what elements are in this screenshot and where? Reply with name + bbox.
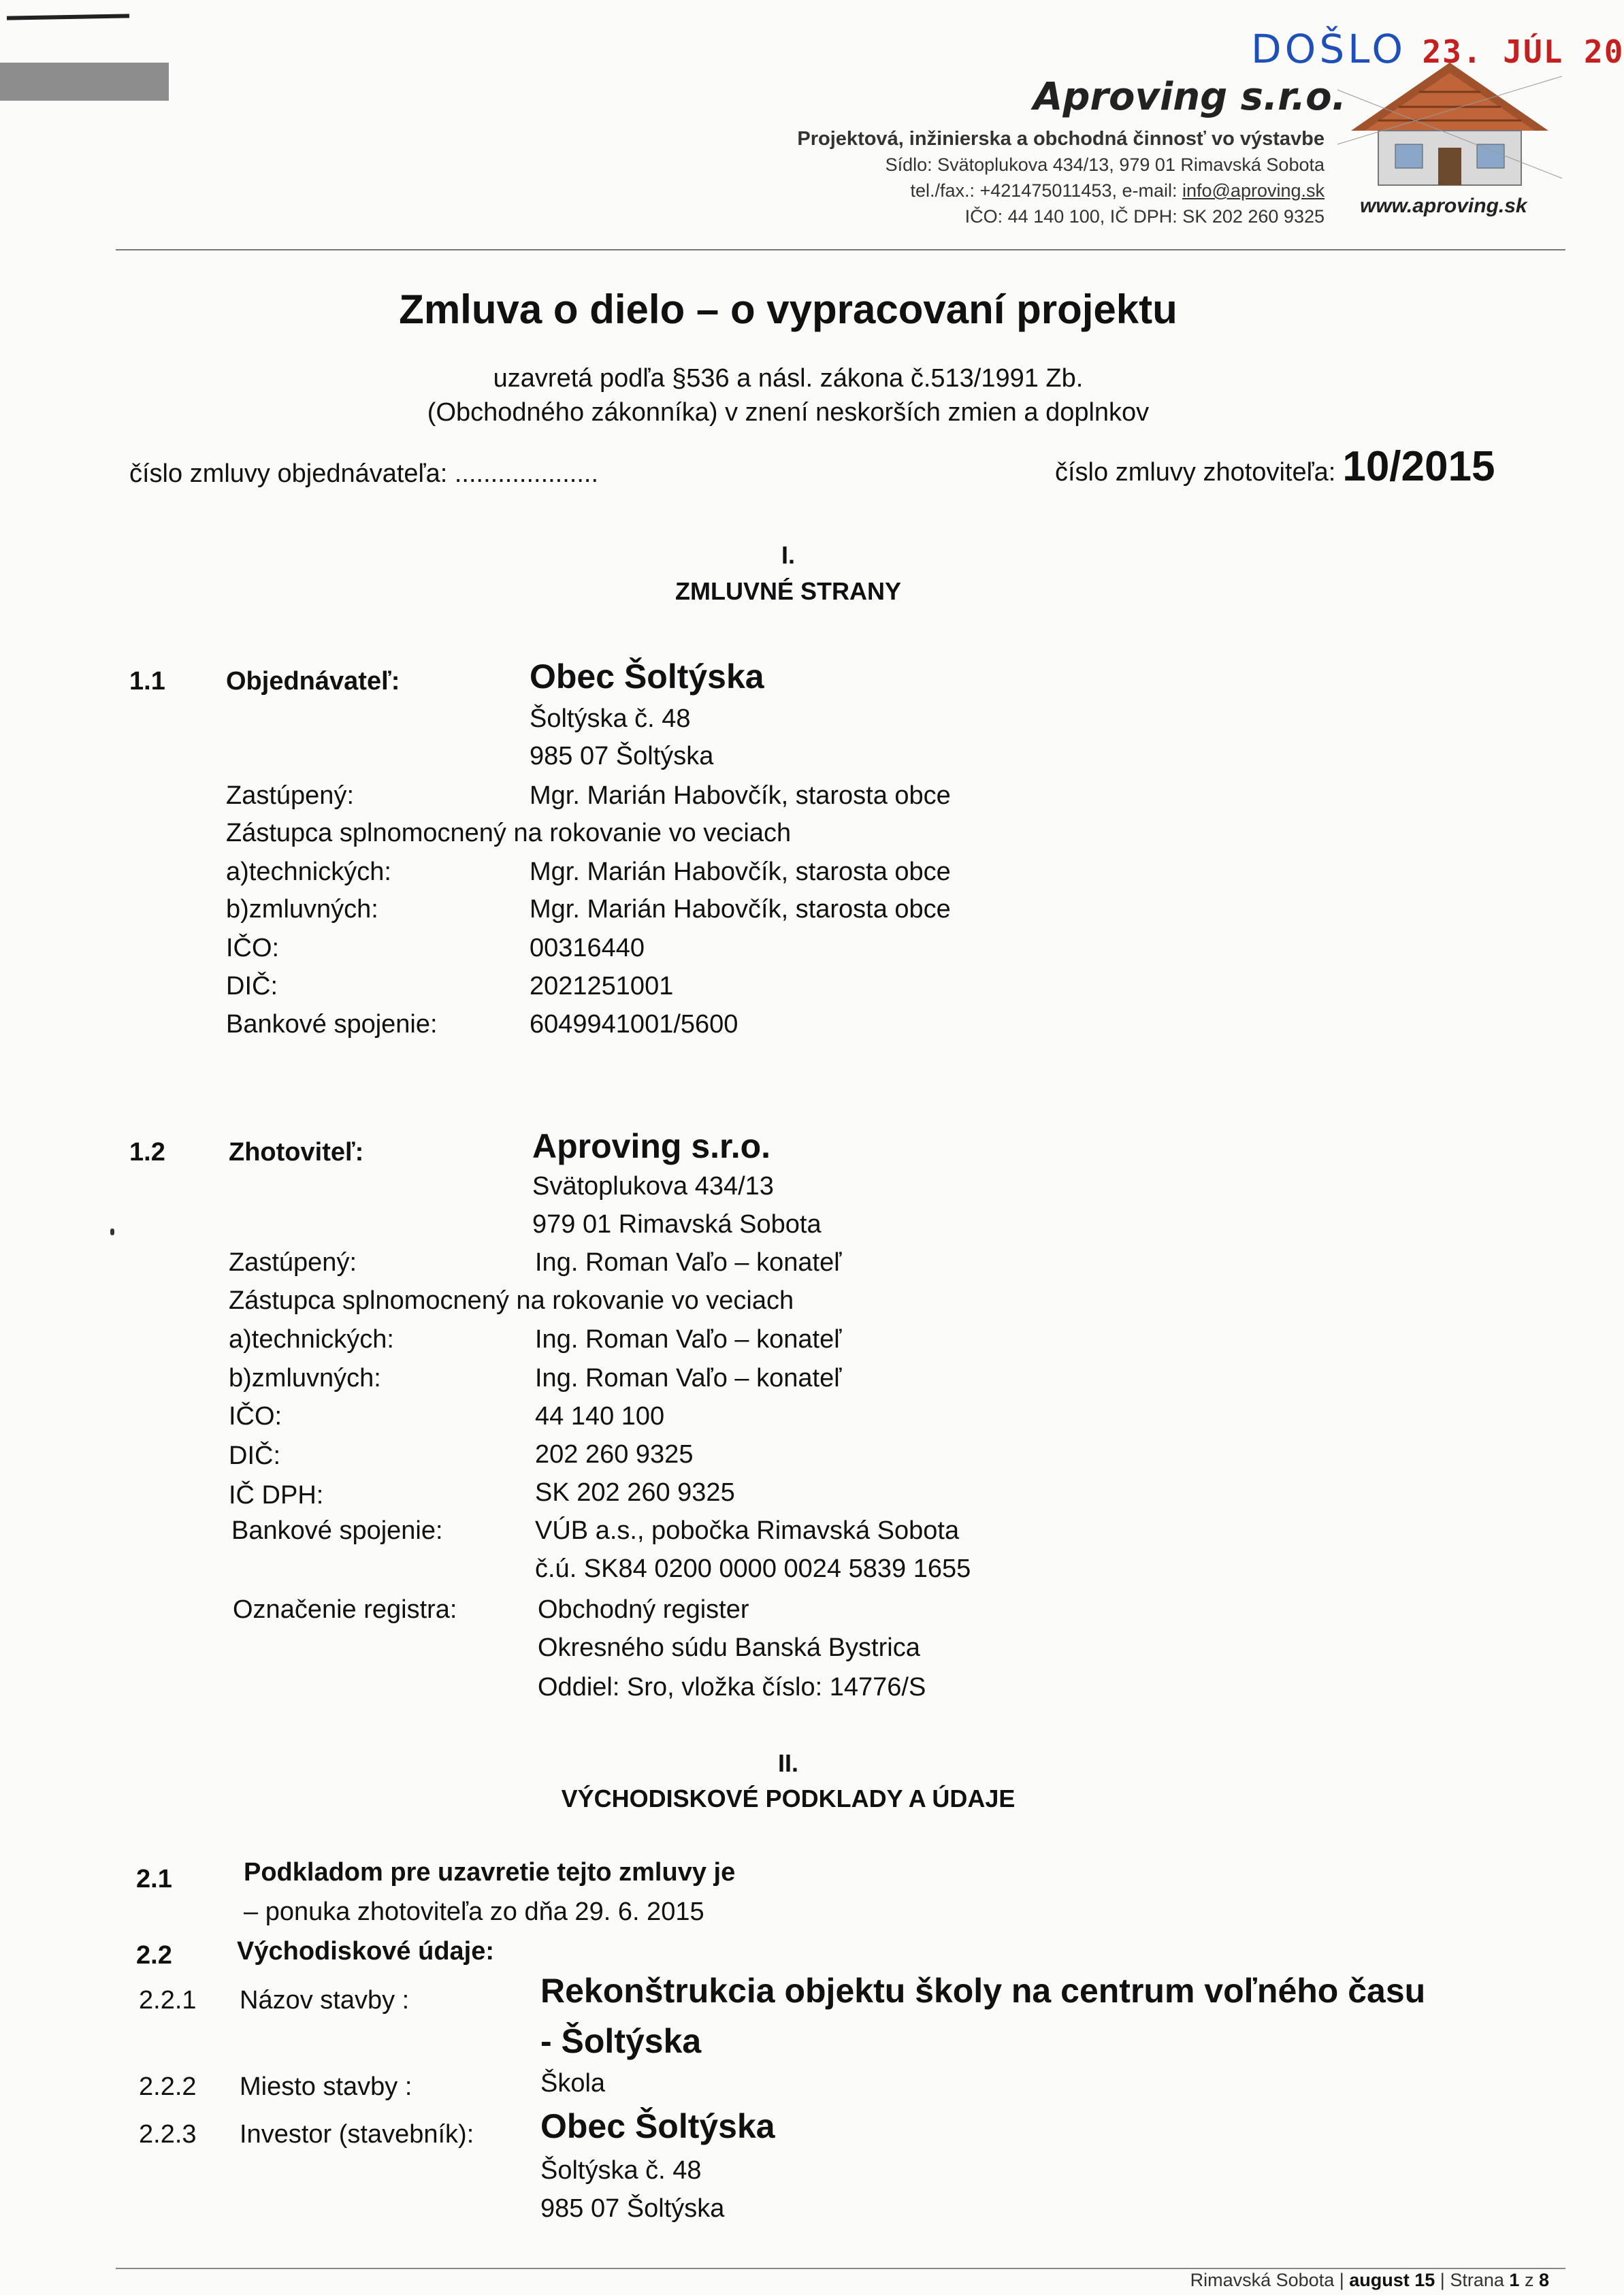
item-2-2-1-value-a: Rekonštrukcia objektu školy na centrum voľného času xyxy=(540,1972,1426,2010)
party-2-bank-label: Bankové spojenie: xyxy=(231,1516,443,1545)
company-email-link[interactable]: info@aproving.sk xyxy=(1182,180,1325,201)
footer-page-current: 1 xyxy=(1509,2270,1520,2290)
footer-divider xyxy=(116,2268,1565,2269)
company-logo: Aproving s.r.o. xyxy=(1033,75,1346,119)
section-2-roman: II. xyxy=(777,1749,798,1777)
stamp-date: 23. JÚL 20 xyxy=(1422,33,1624,70)
party-1-rep: Mgr. Marián Habovčík, starosta obce xyxy=(530,781,951,810)
item-2-2-2-label: Miesto stavby : xyxy=(240,2072,412,2101)
footer-page-label: Strana xyxy=(1450,2270,1504,2290)
party-1-address-2: 985 07 Šoltýska xyxy=(530,742,714,770)
footer-city: Rimavská Sobota xyxy=(1190,2270,1335,2290)
party-1-dic-label: DIČ: xyxy=(226,972,278,1000)
item-2-2-3-address-1: Šoltýska č. 48 xyxy=(540,2156,702,2185)
party-1-tech: Mgr. Marián Habovčík, starosta obce xyxy=(530,858,951,886)
party-2-register-1: Obchodný register xyxy=(538,1595,749,1624)
item-2-2-1-number: 2.2.1 xyxy=(139,1986,197,2015)
section-1-title: ZMLUVNÉ STRANY xyxy=(675,577,901,605)
party-2-name: Aproving s.r.o. xyxy=(532,1127,771,1165)
party-1-ico-label: IČO: xyxy=(226,934,280,962)
party-2-dic: 202 260 9325 xyxy=(535,1440,694,1469)
contractor-contract-label: číslo zmluvy zhotoviteľa: xyxy=(1055,458,1336,487)
item-2-2-1-value-b: - Šoltýska xyxy=(540,2022,702,2060)
company-web-link[interactable]: www.aproving.sk xyxy=(1360,195,1527,217)
party-1-dic: 2021251001 xyxy=(530,972,674,1000)
party-1-name: Obec Šoltýska xyxy=(530,657,764,696)
party-2-ico-label: IČO: xyxy=(229,1402,282,1431)
section-2-title: VÝCHODISKOVÉ PODKLADY A ÚDAJE xyxy=(561,1785,1016,1812)
party-2-register-label: Označenie registra: xyxy=(233,1595,457,1624)
header-divider xyxy=(116,249,1565,250)
party-2-contract-label: b)zmluvných: xyxy=(229,1364,381,1393)
party-2-address-2: 979 01 Rimavská Sobota xyxy=(532,1210,822,1239)
party-2-dic-label: DIČ: xyxy=(229,1442,280,1470)
item-2-2-text: Východiskové údaje: xyxy=(237,1937,495,1966)
party-2-register-3: Oddiel: Sro, vložka číslo: 14776/S xyxy=(538,1673,926,1702)
footer-page-sep: z xyxy=(1524,2270,1534,2290)
party-2-tech-label: a)technických: xyxy=(229,1325,394,1354)
party-2-icdph: SK 202 260 9325 xyxy=(535,1478,735,1507)
stamp-text: DOŠLO xyxy=(1251,26,1407,72)
document-subtitle-1: uzavretá podľa §536 a násl. zákona č.513/1991 Zb. xyxy=(493,364,1084,393)
party-1-contract: Mgr. Marián Habovčík, starosta obce xyxy=(530,895,951,924)
section-1-roman: I. xyxy=(781,541,795,569)
item-2-2-3-label: Investor (stavebník): xyxy=(240,2120,474,2149)
document-title: Zmluva o dielo – o vypracovaní projektu xyxy=(399,287,1178,332)
party-1-address-1: Šoltýska č. 48 xyxy=(530,704,691,733)
document-subtitle-2: (Obchodného zákonníka) v znení neskorších zmien a doplnkov xyxy=(427,398,1150,427)
party-2-bank-2: č.ú. SK84 0200 0000 0024 5839 1655 xyxy=(535,1555,971,1583)
page-footer: Rimavská Sobota | august 15 | Strana 1 z 8 xyxy=(1190,2270,1549,2290)
scan-gray-block xyxy=(0,63,169,101)
item-2-2-number: 2.2 xyxy=(136,1941,172,1970)
party-2-contract: Ing. Roman Vaľo – konateľ xyxy=(535,1364,842,1393)
item-2-2-3-address-2: 985 07 Šoltýska xyxy=(540,2194,725,2223)
scan-speck xyxy=(110,1228,114,1235)
item-2-1-text-a: Podkladom pre uzavretie tejto zmluvy je xyxy=(244,1858,736,1887)
party-2-authorized: Zástupca splnomocnený na rokovanie vo veciach xyxy=(229,1286,794,1315)
party-1-authorized: Zástupca splnomocnený na rokovanie vo veciach xyxy=(226,819,792,847)
party-2-icdph-label: IČ DPH: xyxy=(229,1481,324,1510)
party-1-bank: 6049941001/5600 xyxy=(530,1010,738,1039)
party-2-number: 1.2 xyxy=(129,1138,165,1167)
company-tagline: Projektová, inžinierska a obchodná činnosť vo výstavbe xyxy=(797,128,1325,150)
party-2-ico: 44 140 100 xyxy=(535,1402,665,1431)
party-1-role: Objednávateľ: xyxy=(226,667,400,696)
item-2-2-1-label: Názov stavby : xyxy=(240,1986,410,2015)
footer-page-total: 8 xyxy=(1538,2270,1549,2290)
party-2-address-1: Svätoplukova 434/13 xyxy=(532,1172,774,1201)
item-2-1-text-b: – ponuka zhotoviteľa zo dňa 29. 6. 2015 xyxy=(244,1898,704,1926)
party-1-bank-label: Bankové spojenie: xyxy=(226,1010,438,1039)
party-1-tech-label: a)technických: xyxy=(226,858,391,886)
item-2-2-2-number: 2.2.2 xyxy=(139,2072,197,2101)
company-info xyxy=(797,126,1325,229)
party-1-rep-label: Zastúpený: xyxy=(226,781,354,810)
company-ids: IČO: 44 140 100, IČ DPH: SK 202 260 9325 xyxy=(964,206,1325,227)
party-1-number: 1.1 xyxy=(129,667,165,696)
party-2-role: Zhotoviteľ: xyxy=(229,1138,364,1167)
company-contact-prefix: tel./fax.: +421475011453, e-mail: xyxy=(910,180,1182,201)
party-2-register-2: Okresného súdu Banská Bystrica xyxy=(538,1633,920,1662)
item-2-1-number: 2.1 xyxy=(136,1865,172,1893)
party-2-tech: Ing. Roman Vaľo – konateľ xyxy=(535,1325,842,1354)
client-contract-number: číslo zmluvy objednávateľa: .................... xyxy=(129,459,599,488)
house-logo-icon xyxy=(1337,49,1562,192)
party-1-contract-label: b)zmluvných: xyxy=(226,895,378,924)
contractor-contract-value: 10/2015 xyxy=(1342,443,1495,490)
item-2-2-3-number: 2.2.3 xyxy=(139,2120,197,2149)
item-2-2-3-value: Obec Šoltýska xyxy=(540,2107,775,2145)
party-2-rep-label: Zastúpený: xyxy=(229,1248,357,1277)
party-1-ico: 00316440 xyxy=(530,934,645,962)
scan-mark xyxy=(7,14,129,20)
company-contact xyxy=(797,178,1325,204)
contractor-contract-number xyxy=(1055,442,1495,491)
company-seat: Sídlo: Svätoplukova 434/13, 979 01 Rimavská Sobota xyxy=(885,154,1325,175)
item-2-2-2-value: Škola xyxy=(540,2069,606,2098)
party-2-bank-1: VÚB a.s., pobočka Rimavská Sobota xyxy=(535,1516,960,1545)
footer-month: august 15 xyxy=(1349,2270,1435,2290)
party-2-rep: Ing. Roman Vaľo – konateľ xyxy=(535,1248,842,1277)
